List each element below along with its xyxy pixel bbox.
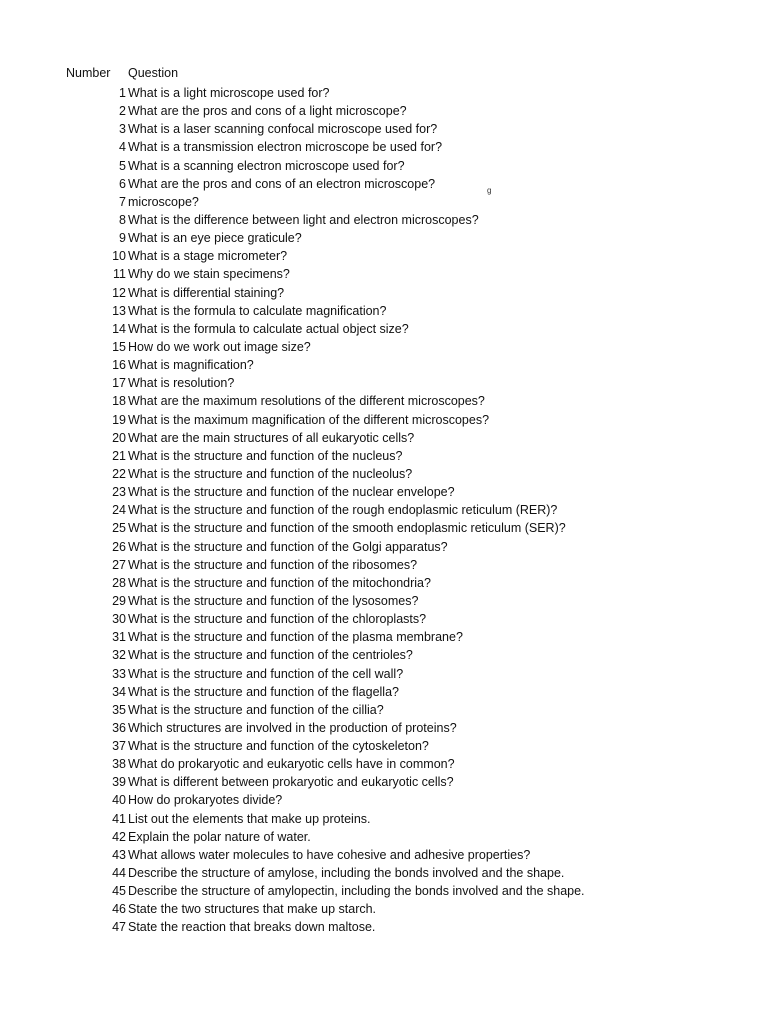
question-number: 14 xyxy=(112,321,126,336)
question-text: What is a light microscope used for? xyxy=(128,86,330,100)
question-text: What is the structure and function of the nucleolus? xyxy=(128,466,413,481)
question-number: 19 xyxy=(112,412,126,427)
question-row xyxy=(0,918,768,936)
question-number: 41 xyxy=(112,811,126,826)
question-text: What is the structure and function of the rough endoplasmic reticulum (RER)? xyxy=(128,503,558,518)
question-row xyxy=(0,429,768,447)
question-text: What is the structure and function of the lysosomes? xyxy=(128,593,419,608)
question-number: 15 xyxy=(112,339,126,354)
question-row xyxy=(0,211,768,229)
question-number: 28 xyxy=(112,575,126,590)
question-row xyxy=(0,538,768,556)
question-row xyxy=(0,265,768,283)
question-text: Describe the structure of amylopectin, including the bonds involved and the shape. xyxy=(128,884,585,899)
question-text: What is a scanning electron microscope used for? xyxy=(128,158,405,173)
question-text: microscope? xyxy=(128,194,199,209)
question-number: 12 xyxy=(112,285,126,300)
question-number: 47 xyxy=(112,920,126,935)
question-text: What is a laser scanning confocal microscope used for? xyxy=(128,122,438,137)
question-number: 43 xyxy=(112,847,126,862)
question-number: 32 xyxy=(112,648,126,663)
question-text: What is a transmission electron microscope be used for? xyxy=(128,140,443,155)
question-text: What is the maximum magnification of the different microscopes? xyxy=(128,412,490,427)
question-row xyxy=(0,193,768,211)
question-number: 37 xyxy=(112,739,126,754)
question-number: 13 xyxy=(112,303,126,318)
question-row xyxy=(0,519,768,537)
question-row xyxy=(0,320,768,338)
question-row xyxy=(0,138,768,156)
question-row xyxy=(0,755,768,773)
question-number: 24 xyxy=(112,503,126,518)
question-row xyxy=(0,84,768,102)
question-text: What is differential staining? xyxy=(128,285,285,300)
question-row xyxy=(0,247,768,265)
question-number: 45 xyxy=(112,884,126,899)
question-row xyxy=(0,356,768,374)
question-number: 40 xyxy=(112,793,126,808)
question-text: What is the structure and function of the ribosomes? xyxy=(128,557,418,572)
question-text: What is the structure and function of the nucleus? xyxy=(128,448,403,463)
question-text: What is the structure and function of the cytoskeleton? xyxy=(128,739,429,754)
column-header-row xyxy=(0,66,768,84)
question-text: Which structures are involved in the production of proteins? xyxy=(128,720,457,735)
question-row xyxy=(0,665,768,683)
question-number: 38 xyxy=(112,757,126,772)
question-number: 21 xyxy=(112,448,126,463)
question-number: 4 xyxy=(119,140,126,155)
question-number: 42 xyxy=(112,829,126,844)
question-number: 3 xyxy=(119,122,126,137)
question-row xyxy=(0,392,768,410)
question-number: 33 xyxy=(112,666,126,681)
question-number: 18 xyxy=(112,394,126,409)
question-list xyxy=(0,84,768,937)
question-text: What is magnification? xyxy=(128,358,254,373)
question-row xyxy=(0,447,768,465)
question-number: 17 xyxy=(112,376,126,391)
question-number: 27 xyxy=(112,557,126,572)
question-text: What is the structure and function of the flagella? xyxy=(128,684,399,699)
question-row xyxy=(0,791,768,809)
question-number: 34 xyxy=(112,684,126,699)
question-text: What is the structure and function of the chloroplasts? xyxy=(128,612,427,627)
question-number: 36 xyxy=(112,720,126,735)
question-text: What is the structure and function of the mitochondria? xyxy=(128,575,431,590)
question-row xyxy=(0,610,768,628)
question-text: What are the pros and cons of a light microscope? xyxy=(128,104,407,119)
question-text: What are the pros and cons of an electron microscope? xyxy=(128,176,436,191)
question-row xyxy=(0,302,768,320)
number-column-header: Number xyxy=(66,66,111,80)
question-row xyxy=(0,102,768,120)
question-text: How do we work out image size? xyxy=(128,339,311,354)
question-number: 22 xyxy=(112,466,126,481)
question-number: 23 xyxy=(112,485,126,500)
question-text: What is different between prokaryotic and eukaryotic cells? xyxy=(128,775,454,790)
question-row xyxy=(0,828,768,846)
question-row xyxy=(0,864,768,882)
question-row xyxy=(0,411,768,429)
question-row xyxy=(0,737,768,755)
question-number: 20 xyxy=(112,430,126,445)
question-row xyxy=(0,483,768,501)
question-text: What is the formula to calculate magnification? xyxy=(128,303,387,318)
question-column-header: Question xyxy=(128,66,179,80)
question-row xyxy=(0,846,768,864)
question-number: 2 xyxy=(119,104,126,119)
question-text: Explain the polar nature of water. xyxy=(128,829,311,844)
question-row xyxy=(0,338,768,356)
question-row xyxy=(0,773,768,791)
question-row xyxy=(0,556,768,574)
question-row xyxy=(0,701,768,719)
question-number: 26 xyxy=(112,539,126,554)
question-text: Describe the structure of amylose, including the bonds involved and the shape. xyxy=(128,866,565,881)
question-number: 29 xyxy=(112,593,126,608)
question-row xyxy=(0,157,768,175)
question-number: 31 xyxy=(112,630,126,645)
question-text: State the two structures that make up starch. xyxy=(128,902,377,917)
question-text: What is a stage micrometer? xyxy=(128,249,288,264)
question-text: What are the main structures of all eukaryotic cells? xyxy=(128,430,415,445)
clipped-text-fragment: g xyxy=(487,186,492,195)
question-row xyxy=(0,284,768,302)
question-text: What is resolution? xyxy=(128,376,235,391)
question-text: What is the structure and function of the cell wall? xyxy=(128,666,404,681)
question-row xyxy=(0,628,768,646)
question-row xyxy=(0,374,768,392)
question-number: 7 xyxy=(119,194,126,209)
question-number: 10 xyxy=(112,249,126,264)
question-text: What allows water molecules to have cohesive and adhesive properties? xyxy=(128,847,531,862)
question-row xyxy=(0,882,768,900)
question-number: 5 xyxy=(119,158,126,173)
question-number: 46 xyxy=(112,902,126,917)
question-row xyxy=(0,175,768,193)
question-text: What is the structure and function of the cillia? xyxy=(128,702,384,717)
question-text: What is the structure and function of the Golgi apparatus? xyxy=(128,539,448,554)
question-number: 35 xyxy=(112,702,126,717)
question-row xyxy=(0,592,768,610)
question-text: What are the maximum resolutions of the different microscopes? xyxy=(128,394,485,409)
question-row xyxy=(0,646,768,664)
question-row xyxy=(0,229,768,247)
question-text: How do prokaryotes divide? xyxy=(128,793,283,808)
question-number: 8 xyxy=(119,212,126,227)
question-row xyxy=(0,719,768,737)
question-row xyxy=(0,810,768,828)
question-number: 44 xyxy=(112,866,126,881)
question-text: List out the elements that make up proteins. xyxy=(128,811,371,826)
question-text: What is the structure and function of the nuclear envelope? xyxy=(128,485,455,500)
question-row xyxy=(0,465,768,483)
question-text: What is the formula to calculate actual object size? xyxy=(128,321,409,336)
question-text: What is an eye piece graticule? xyxy=(128,231,302,246)
question-number: 6 xyxy=(119,176,126,191)
question-text: What is the structure and function of the centrioles? xyxy=(128,648,413,663)
question-number: 39 xyxy=(112,775,126,790)
question-text: State the reaction that breaks down maltose. xyxy=(128,920,376,935)
question-text: What is the structure and function of the plasma membrane? xyxy=(128,630,463,645)
question-number: 9 xyxy=(119,231,126,246)
question-text: What is the structure and function of the smooth endoplasmic reticulum (SER)? xyxy=(128,521,566,536)
question-row xyxy=(0,900,768,918)
question-text: What do prokaryotic and eukaryotic cells have in common? xyxy=(128,757,455,772)
question-number: 25 xyxy=(112,521,126,536)
question-number: 16 xyxy=(112,358,126,373)
question-number: 1 xyxy=(119,86,126,100)
question-row xyxy=(0,501,768,519)
question-row xyxy=(0,574,768,592)
question-text: Why do we stain specimens? xyxy=(128,267,290,282)
question-number: 30 xyxy=(112,612,126,627)
question-row xyxy=(0,120,768,138)
question-number: 11 xyxy=(113,267,126,282)
question-text: What is the difference between light and electron microscopes? xyxy=(128,212,479,227)
question-row xyxy=(0,683,768,701)
